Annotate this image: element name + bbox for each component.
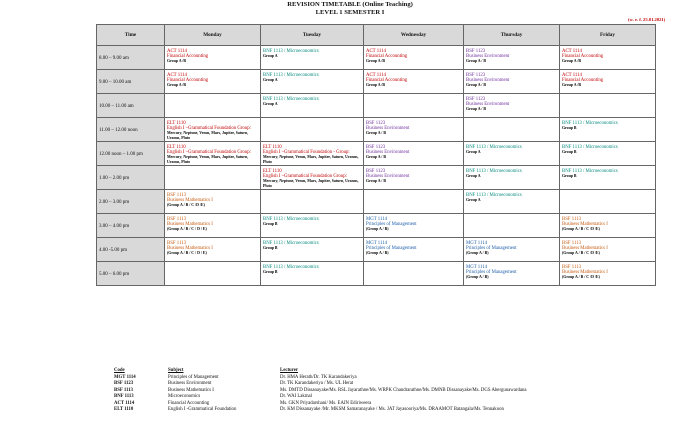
course-code: MGT 1114 [366, 217, 388, 222]
course-code: BNF 1113 / Microeconomics [263, 73, 319, 78]
legend-subject: Business Environment [168, 381, 212, 386]
course-group: Group A [263, 78, 278, 83]
course-title: Business Mathematics I [562, 222, 608, 228]
time-slot-label: 11.00 – 12.00 noon [97, 118, 165, 142]
course-group: (Group A / B / C / D / E) [167, 227, 207, 232]
course-title: Business Environment [466, 78, 510, 84]
slot-friday [560, 238, 656, 262]
course-code: ACT 1114 [167, 73, 187, 78]
time-slot-label: 5.00 – 6.00 pm [97, 262, 165, 286]
course-title: Financial Accounting [167, 78, 209, 84]
legend-header-code: Code [114, 368, 125, 373]
slot-wednesday [364, 46, 464, 70]
course-code: BSF 1113 [562, 265, 581, 270]
timetable [96, 24, 656, 286]
slot-monday [165, 166, 261, 190]
course-group: Group A /B [167, 59, 186, 64]
timetable-row [97, 238, 656, 262]
course-title: English I –Grammatical Foundation Group: [167, 150, 251, 156]
slot-monday [165, 190, 261, 214]
course-group: (Group A / B / C /D /E) [562, 251, 600, 256]
course-group: Group A /B [167, 83, 186, 88]
time-slot-label: 2.00 – 3.00 pm [97, 190, 165, 214]
course-title: English I –Grammatical Foundation - Group: [263, 150, 350, 156]
slot-tuesday [261, 46, 364, 70]
course-code: BSF 1113 [167, 217, 186, 222]
course-group: Group B [562, 150, 577, 155]
col-header-time: Time [97, 25, 165, 46]
legend-row [114, 407, 527, 414]
slot-thursday [464, 118, 560, 142]
timetable-row [97, 214, 656, 238]
legend-subject: Principles of Management [168, 374, 219, 380]
slot-thursday [464, 214, 560, 238]
slot-monday [165, 214, 261, 238]
course-group: Group A [466, 198, 481, 203]
slot-friday [560, 262, 656, 286]
course-code: MGT 1114 [466, 265, 488, 270]
course-title: Financial Accounting [366, 78, 408, 84]
slot-monday [165, 238, 261, 262]
course-code: BSF 1123 [466, 73, 486, 78]
timetable-row [97, 142, 656, 166]
course-title: English I –Grammatical Foundation Group: [263, 174, 347, 180]
legend-lecturer: Dr. HMA Herath/Dr. TK Karandakeriya [280, 374, 357, 380]
course-code: ELT 1110 [263, 145, 282, 150]
course-title: Principles of Management [366, 246, 417, 252]
course-code: ACT 1114 [366, 49, 386, 54]
course-code: BSF 1123 [366, 121, 386, 126]
timetable-row [97, 70, 656, 94]
course-group: Group A / B [466, 59, 486, 64]
course-group: (Group A / B / C /D /E) [167, 203, 205, 208]
course-code: BSF 1123 [466, 49, 486, 54]
page-subtitle: LEVEL 1 SEMESTER I [315, 9, 385, 16]
course-group: (Group A / B / C / D / E) [167, 251, 207, 256]
slot-thursday [464, 190, 560, 214]
course-group: Group A / B [366, 131, 386, 136]
course-group: Group B [263, 246, 278, 251]
slot-tuesday [261, 94, 364, 118]
slot-thursday [464, 94, 560, 118]
slot-wednesday [364, 262, 464, 286]
course-code: MGT 1114 [366, 241, 388, 246]
course-group: Mercury, Neptune, Venus, Mars, Jupiter, Saturn, Uranus, Pluto [263, 155, 359, 164]
course-title: Business Mathematics I [167, 246, 213, 252]
slot-monday [165, 142, 261, 166]
course-code: BNF 1113 / Microeconomics [562, 169, 618, 174]
legend-code: BSF 1123 [114, 381, 134, 386]
course-code: ACT 1114 [366, 73, 386, 78]
slot-thursday [464, 46, 560, 70]
timetable-header-row [97, 25, 656, 46]
course-title: Principles of Management [366, 222, 417, 228]
legend-table [114, 368, 527, 414]
slot-friday [560, 46, 656, 70]
course-title: Business Environment [366, 174, 410, 180]
course-code: BNF 1113 / Microeconomics [263, 241, 319, 246]
course-title: English I –Grammatical Foundation Group: [167, 126, 251, 132]
course-title: Principles of Management [466, 270, 517, 276]
course-code: ELT 1110 [167, 121, 186, 126]
course-code: BNF 1113 / Microeconomics [263, 49, 319, 54]
legend-code: BSF 1113 [114, 387, 133, 393]
slot-tuesday [261, 214, 364, 238]
slot-wednesday [364, 94, 464, 118]
course-title: Business Mathematics I [167, 198, 213, 204]
page-title: REVISION TIMETABLE (Online Teaching) [287, 1, 413, 8]
effective-date: (w. e. f. 25.01.2021) [628, 17, 666, 22]
course-group: (Group A / B / C /D /E) [562, 227, 600, 232]
course-title: Financial Accounting [562, 54, 604, 60]
course-code: BSF 1123 [466, 97, 486, 102]
course-group: Group A [466, 174, 481, 179]
legend-subject: English I -Grammatical Foundation [168, 407, 237, 412]
timetable-body [97, 46, 656, 286]
slot-wednesday [364, 190, 464, 214]
course-group: Group A /B [562, 59, 581, 64]
course-title: Financial Accounting [562, 78, 604, 84]
col-header-monday: Monday [165, 25, 261, 46]
legend-subject: Business Mathematics I [168, 387, 214, 393]
legend-lecturer: Ms. DMTD Dissanayake/Ms. RSL Jayarathne/Ms. WRPK Chandrarathne/Ms. DMNB Dissanayake/Ms. DGS Abergunawardana [280, 387, 527, 393]
legend-header-lecturer: Lecturer [280, 368, 299, 373]
course-code: BSF 1113 [562, 241, 581, 246]
timetable-row [97, 94, 656, 118]
course-group: (Group A / B) [366, 227, 389, 232]
slot-wednesday [364, 142, 464, 166]
course-code: MGT 1114 [466, 241, 488, 246]
slot-wednesday [364, 118, 464, 142]
legend-lecturer: Dr. TK Karandakeriya / Ms. UL Herat [280, 381, 354, 386]
timetable-row [97, 262, 656, 286]
time-slot-label: 8.00 – 9.00 am [97, 46, 165, 70]
col-header-wednesday: Wednesday [364, 25, 464, 46]
slot-monday [165, 94, 261, 118]
course-title: Principles of Management [466, 246, 517, 252]
timetable-row [97, 190, 656, 214]
course-code: ELT 1110 [167, 145, 186, 150]
slot-thursday [464, 142, 560, 166]
course-code: BNF 1113 / Microeconomics [562, 121, 618, 126]
course-group: Mercury, Neptune, Venus, Mars, Jupiter, Saturn, Uranus, Pluto [263, 179, 359, 188]
course-code: BSF 1123 [366, 145, 386, 150]
slot-thursday [464, 166, 560, 190]
slot-tuesday [261, 118, 364, 142]
course-group: Group B [263, 222, 278, 227]
col-header-friday: Friday [560, 25, 656, 46]
course-group: Group A / B [466, 83, 486, 88]
course-group: Group A / B [366, 155, 386, 160]
course-code: BNF 1113 / Microeconomics [466, 169, 522, 174]
slot-monday [165, 46, 261, 70]
slot-friday [560, 190, 656, 214]
course-group: Group B [263, 270, 278, 275]
slot-friday [560, 166, 656, 190]
legend-lecturer: Dr. KM Dissanayake /Mr. MKSM Samaranayake / Ms. JAT Jayasooriya/Ms. DRAAMOT Batangala/Ms. Tennakoon [280, 407, 504, 412]
course-group: Mercury, Neptune, Venus, Mars, Jupiter, Saturn, Uranus, Pluto [167, 131, 249, 140]
course-title: Financial Accounting [366, 54, 408, 60]
slot-friday [560, 118, 656, 142]
course-title: Business Environment [466, 102, 510, 108]
col-header-tuesday: Tuesday [261, 25, 364, 46]
course-legend [114, 368, 614, 414]
course-title: Business Environment [466, 54, 510, 60]
legend-lecturer: Ms. GKN Priyadarshani/ Ms. EAIN Ediriweera [280, 400, 372, 406]
course-group: Group A [263, 54, 278, 59]
course-group: Group A /B [562, 83, 581, 88]
course-title: Business Mathematics I [562, 246, 608, 252]
course-group: Group B [562, 174, 577, 179]
timetable-header [0, 1, 700, 17]
course-title: Business Mathematics I [562, 270, 608, 276]
course-group: Group A /B [366, 59, 385, 64]
course-code: ACT 1114 [562, 73, 582, 78]
legend-subject: Financial Accounting [168, 400, 210, 406]
time-slot-label: 12.00 noon – 1.00 pm [97, 142, 165, 166]
course-group: Group A / B [366, 179, 386, 184]
course-group: (Group A / B) [466, 251, 489, 256]
legend-code: BNF 1113 [114, 394, 134, 399]
course-group: Group B [562, 126, 577, 131]
course-code: BNF 1113 / Microeconomics [466, 145, 522, 150]
legend-code: ELT 1110 [114, 407, 134, 412]
legend-subject: Microeconomics [168, 394, 201, 399]
slot-wednesday [364, 70, 464, 94]
slot-friday [560, 214, 656, 238]
course-title: Business Environment [366, 150, 410, 156]
course-group: Mercury, Neptune, Venus, Mars, Jupiter, Saturn, Uranus, Pluto [167, 155, 249, 164]
course-code: ACT 1114 [167, 49, 187, 54]
slot-wednesday [364, 166, 464, 190]
slot-thursday [464, 238, 560, 262]
slot-monday [165, 262, 261, 286]
course-code: BSF 1113 [562, 217, 581, 222]
legend-code: ACT 1114 [114, 400, 135, 406]
legend-lecturer: Dr. WAI Lakmal [280, 394, 313, 399]
slot-tuesday [261, 166, 364, 190]
course-title: Financial Accounting [167, 54, 209, 60]
legend-header-subject: Subject [168, 368, 184, 373]
course-code: BNF 1113 / Microeconomics [466, 193, 522, 198]
course-title: Business Mathematics I [167, 222, 213, 228]
time-slot-label: 9.00 – 10.00 am [97, 70, 165, 94]
timetable-row [97, 46, 656, 70]
timetable-row [97, 166, 656, 190]
slot-thursday [464, 70, 560, 94]
legend-code: MGT 1114 [114, 374, 136, 380]
course-group: (Group A / B) [366, 251, 389, 256]
time-slot-label: 4.00 -5.00 pm [97, 238, 165, 262]
slot-monday [165, 70, 261, 94]
slot-friday [560, 70, 656, 94]
slot-tuesday [261, 262, 364, 286]
time-slot-label: 10.00 – 11.00 am [97, 94, 165, 118]
course-group: (Group A / B / C /D /E) [562, 275, 600, 280]
slot-tuesday [261, 190, 364, 214]
time-slot-label: 1.00 – 2.00 pm [97, 166, 165, 190]
timetable-row [97, 118, 656, 142]
course-group: Group A [466, 150, 481, 155]
course-code: ACT 1114 [562, 49, 582, 54]
slot-tuesday [261, 70, 364, 94]
slot-thursday [464, 262, 560, 286]
course-group: Group A / B [466, 107, 486, 112]
course-code: BSF 1123 [366, 169, 386, 174]
course-code: BSF 1113 [167, 193, 186, 198]
course-code: BSF 1113 [167, 241, 186, 246]
slot-tuesday [261, 142, 364, 166]
course-group: Group A [263, 102, 278, 107]
course-code: BNF 1113 / Microeconomics [562, 145, 618, 150]
col-header-thursday: Thursday [464, 25, 560, 46]
course-title: Business Environment [366, 126, 410, 132]
time-slot-label: 3.00 – 4.00 pm [97, 214, 165, 238]
slot-friday [560, 94, 656, 118]
course-code: BNF 1113 / Microeconomics [263, 217, 319, 222]
slot-wednesday [364, 214, 464, 238]
slot-monday [165, 118, 261, 142]
slot-friday [560, 142, 656, 166]
course-group: Group A /B [366, 83, 385, 88]
slot-wednesday [364, 238, 464, 262]
slot-tuesday [261, 238, 364, 262]
course-code: BNF 1113 / Microeconomics [263, 97, 319, 102]
course-group: (Group A / B) [466, 275, 489, 280]
course-code: ELT 1110 [263, 169, 282, 174]
course-code: BNF 1113 / Microeconomics [263, 265, 319, 270]
